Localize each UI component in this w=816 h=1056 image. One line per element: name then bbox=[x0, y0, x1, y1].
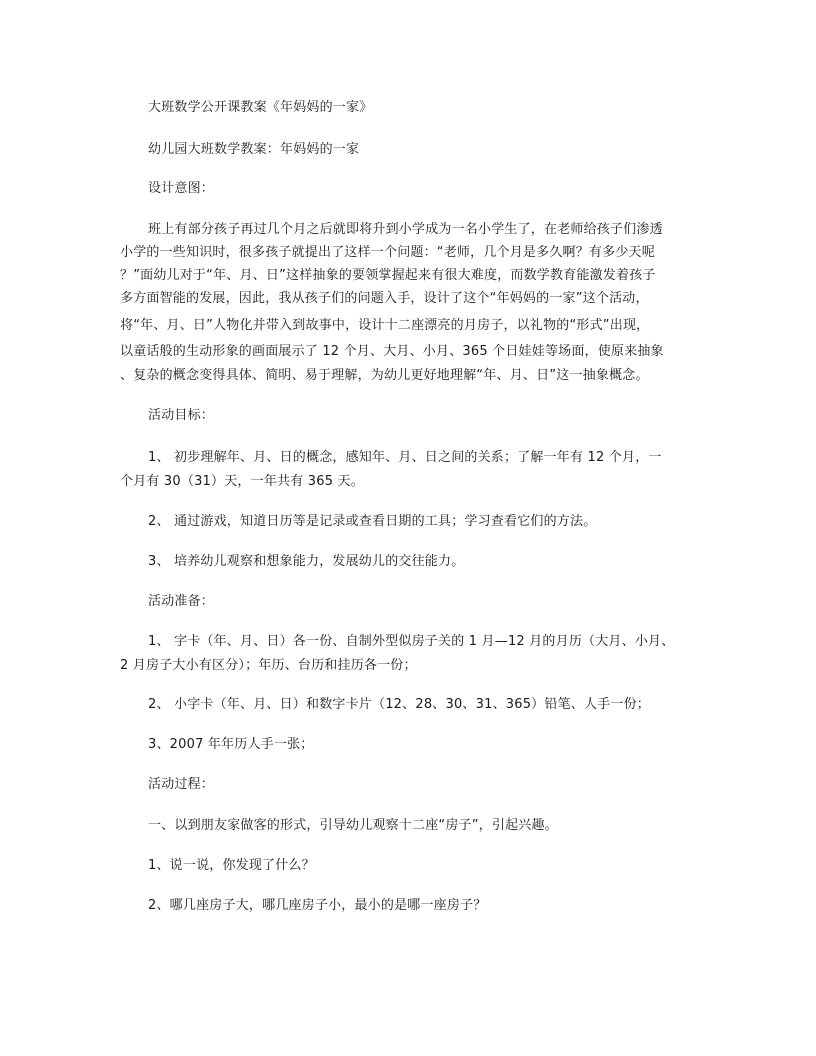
prep-item-2: 2、 小字卡（年、月、日）和数字卡片（12、28、30、31、365）铅笔、人手一份； bbox=[148, 697, 650, 712]
process-heading: 活动过程： bbox=[148, 777, 215, 792]
design-line: 小学的一些知识时，很多孩子就提出了这样一个问题：“老师，几个月是多久啊？有多少天呢 bbox=[120, 245, 655, 260]
document-subtitle: 幼儿园大班数学教案：年妈妈的一家 bbox=[148, 142, 360, 157]
process-question-2: 2、哪几座房子大，哪几座房子小，最小的是哪一座房子？ bbox=[148, 898, 487, 913]
prep-item-3: 3、2007 年年历人手一张； bbox=[148, 737, 314, 752]
document-title: 大班数学公开课教案《年妈妈的一家》 bbox=[148, 100, 373, 115]
design-line: 将“年、月、日”人物化并带入到故事中，设计十二座漂亮的月房子，以礼物的“形式”出现， bbox=[120, 318, 650, 333]
prep-item-1-line-2: 2 月房子大小有区分）；年历、台历和挂历各一份； bbox=[120, 658, 417, 673]
goals-heading: 活动目标： bbox=[148, 408, 215, 423]
design-line: 多方面智能的发展，因此，我从孩子们的问题入手，设计了这个“年妈妈的一家”这个活动， bbox=[120, 291, 649, 306]
design-heading: 设计意图： bbox=[148, 181, 215, 196]
process-question-1: 1、说一说，你发现了什么？ bbox=[148, 858, 315, 873]
goal-item-1-line-2: 个月有 30（31）天，一年共有 365 天。 bbox=[120, 474, 364, 489]
design-line: ？”面幼儿对于“年、月、日”这样抽象的要领掌握起来有很大难度，而数学教育能激发着孩子 bbox=[120, 268, 656, 283]
goal-item-3: 3、 培养幼儿观察和想象能力，发展幼儿的交往能力。 bbox=[148, 554, 465, 569]
design-line: 、复杂的概念变得具体、简明、易于理解，为幼儿更好地理解“年、月、日”这一抽象概念。 bbox=[120, 368, 649, 383]
goal-item-2: 2、 通过游戏，知道日历等是记录或查看日期的工具；学习查看它们的方法。 bbox=[148, 514, 597, 529]
design-line: 班上有部分孩子再过几个月之后就即将升到小学成为一名小学生了，在老师给孩子们渗透 bbox=[148, 222, 663, 237]
prep-item-1-line-1: 1、 字卡（年、月、日）各一份、自制外型似房子关的 1 月—12 月的月历（大月、小月、 bbox=[148, 634, 675, 649]
design-line: 以童话般的生动形象的画面展示了 12 个月、大月、小月、365 个日娃娃等场面，使原来抽象 bbox=[120, 344, 664, 359]
process-step-1: 一、以到朋友家做客的形式，引导幼儿观察十二座“房子”，引起兴趣。 bbox=[148, 818, 558, 833]
goal-item-1-line-1: 1、 初步理解年、月、日的概念，感知年、月、日之间的关系；了解一年有 12 个月，一 bbox=[148, 450, 662, 465]
prep-heading: 活动准备： bbox=[148, 594, 215, 609]
